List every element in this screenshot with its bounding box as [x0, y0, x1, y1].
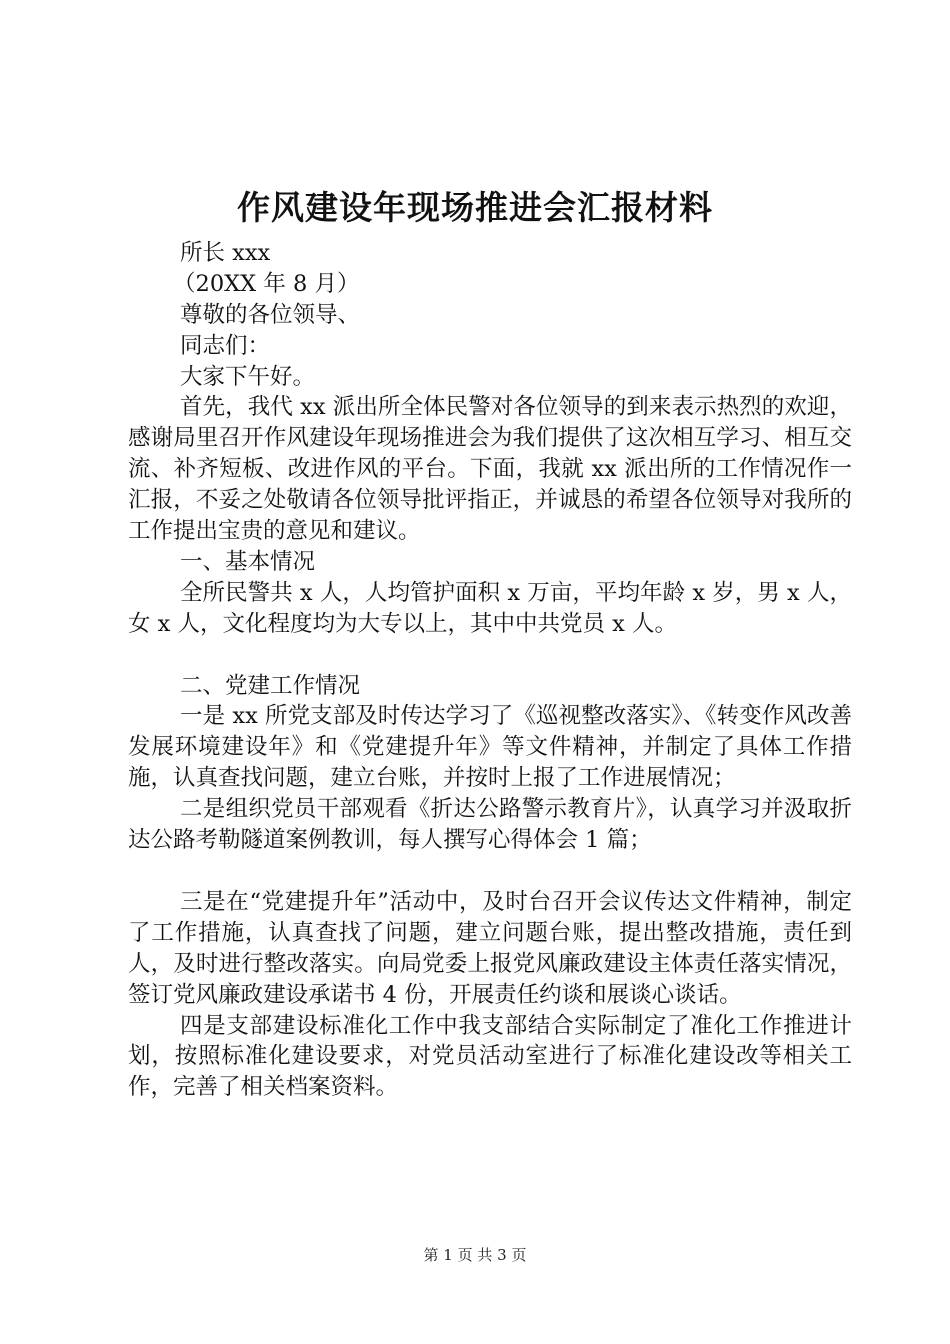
document-body	[128, 238, 852, 1103]
spacer	[128, 856, 852, 887]
date-line: （20XX 年 8 月）	[173, 270, 360, 297]
document-title: 作风建设年现场推进会汇报材料	[237, 188, 713, 227]
salutation-line-2: 同志们：	[180, 332, 271, 359]
party-work-item-4: 四是支部建设标准化工作中我支部结合实际制定了准化工作推进计划，按照标准化建设要求，对党员活动室进行了标准化建设改等相关工作，完善了相关档案资料。	[128, 1012, 852, 1101]
intro-paragraph: 首先，我代 xx 派出所全体民警对各位领导的到来表示热烈的欢迎，感谢局里召开作风建设年现场推进会为我们提供了这次相互学习、相互交流、补齐短板、改进作风的平台。下面，我就 xx 派出所的工作情况作一汇报，不妥之处敬请各位领导批评指正，并诚恳的希望各位领导对我所的工作提出宝贵的意见和建议。	[128, 394, 852, 545]
salutation-line-1: 尊敬的各位领导、	[180, 301, 361, 328]
spacer	[128, 640, 852, 671]
party-work-item-1: 一是 xx 所党支部及时传达学习了《巡视整改落实》、《转变作风改善发展环境建设年》和《党建提升年》等文件精神，并制定了具体工作措施，认真查找问题，建立台账，并按时上报了工作进展情况；	[128, 703, 852, 792]
party-work-item-3: 三是在“党建提升年”活动中，及时台召开会议传达文件精神，制定了工作措施，认真查找了问题，建立问题台账，提出整改措施，责任到人，及时进行整改落实。向局党委上报党风廉政建设主体责任落实情况，签订党风廉政建设承诺书 4 份，开展责任约谈和展谈心谈话。	[128, 888, 852, 1008]
page-footer: 第 1 页 共 3 页	[423, 1246, 527, 1264]
section-1-paragraph: 全所民警共 x 人，人均管护面积 x 万亩，平均年龄 x 岁，男 x 人，女 x 人，文化程度均为大专以上，其中中共党员 x 人。	[128, 579, 852, 637]
section-2-heading: 二、党建工作情况	[180, 672, 361, 699]
section-1-heading: 一、基本情况	[180, 548, 316, 575]
greeting-line: 大家下午好。	[180, 363, 316, 390]
author-line: 所长 xxx	[180, 240, 271, 266]
party-work-item-2: 二是组织党员干部观看《折达公路警示教育片》，认真学习并汲取折达公路考勒隧道案例教训，每人撰写心得体会 1 篇；	[128, 796, 852, 854]
